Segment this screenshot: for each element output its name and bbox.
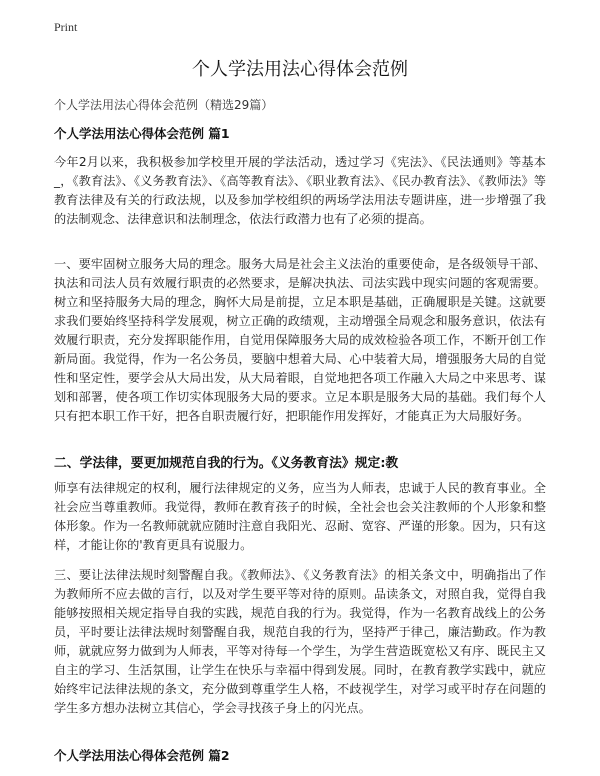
paragraph-point-2-body: 师享有法律规定的权利，履行法律规定的义务，应当为人师表，忠诚于人民的教育事业。全社会应当尊重教师。我觉得，教师在教育孩子的时候，全社会也会关注教师的个人形象和整体形象。作为一名教师就就应随时注意自我阳光、忍耐、宽容、严谨的形象。因为，只有这样，才能让你的'教育更具有说服力。 [54,481,546,552]
section-heading-1: 个人学法用法心得体会范例 篇1 [54,126,230,141]
paragraph-intro: 今年2月以来，我积极参加学校里开展的学法活动，透过学习《宪法》、《民法通则》等基本_，《教育法》、《义务教育法》、《高等教育法》、《职业教育法》、《民办教育法》、《教师法》等教育法律及有关的行政法规，以及参加学校组织的两场学法用法专题讲座，进一步增强了我的法制观念、法律意识和法制理念，依法行政潜力也有了必须的提高。 [54,155,546,226]
paragraph-point-1: 一、要牢固树立服务大局的理念。服务大局是社会主义法治的重要使命，是各级领导干部、执法和司法人员有效履行职责的必然要求，是解决执法、司法实践中现实问题的客观需要。树立和坚持服务大局的理念，胸怀大局是前提，立足本职是基础，正确履职是关键。这就要求我们要始终坚持科学发展观，树立正确的政绩观，主动增强全局观念和服务意识，依法有效履行职责，充分发挥职能作用，自觉用保障服务大局的成效检验各项工作，不断开创工作新局面。我觉得，作为一名公务员，要脑中想着大局、心中装着大局，增强服务大局的自觉性和坚定性，要学会从大局出发，从大局着眼，自觉地把各项工作融入大局之中来思考、谋划和部署，使各项工作切实体现服务大局的要求。立足本职是服务大局的基础。我们每个人只有把本职工作干好，把各自职责履行好，把职能作用发挥好，才能真正为大局服好务。 [54,257,546,423]
section-heading-2: 个人学法用法心得体会范例 篇2 [54,748,230,763]
page-title: 个人学法用法心得体会范例 [192,59,408,80]
document-subtitle: 个人学法用法心得体会范例（精选29篇） [54,98,274,112]
paragraph-point-2-heading: 二、学法律，要更加规范自我的行为。《义务教育法》规定:教 [54,456,399,471]
paragraph-point-3: 三、要让法律法规时刻警醒自我。《教师法》、《义务教育法》的相关条文中，明确指出了作为教师所不应去做的言行，以及对学生要平等对待的原则。品读条文，对照自我，觉得自我能够按照相关规定指导自我的实践，规范自我的行为。我觉得，作为一名教育战线上的公务员，平时要让法律法规时刻警醒自我，规范自我的行为，坚持严于律己，廉洁勤政。作为教师，就就应努力做到为人师表，平等对待每一个学生，为学生营造既宽松又有序、既民主又自主的学习、生活氛围，让学生在快乐与幸福中得到发展。同时，在教育教学实践中，就应始终牢记法律法规的条文，充分做到尊重学生人格，不歧视学生，对学习或平时存在问题的学生多方想办法树立其信心，学会寻找孩子身上的闪光点。 [54,568,546,715]
print-link[interactable]: Print [54,20,78,34]
